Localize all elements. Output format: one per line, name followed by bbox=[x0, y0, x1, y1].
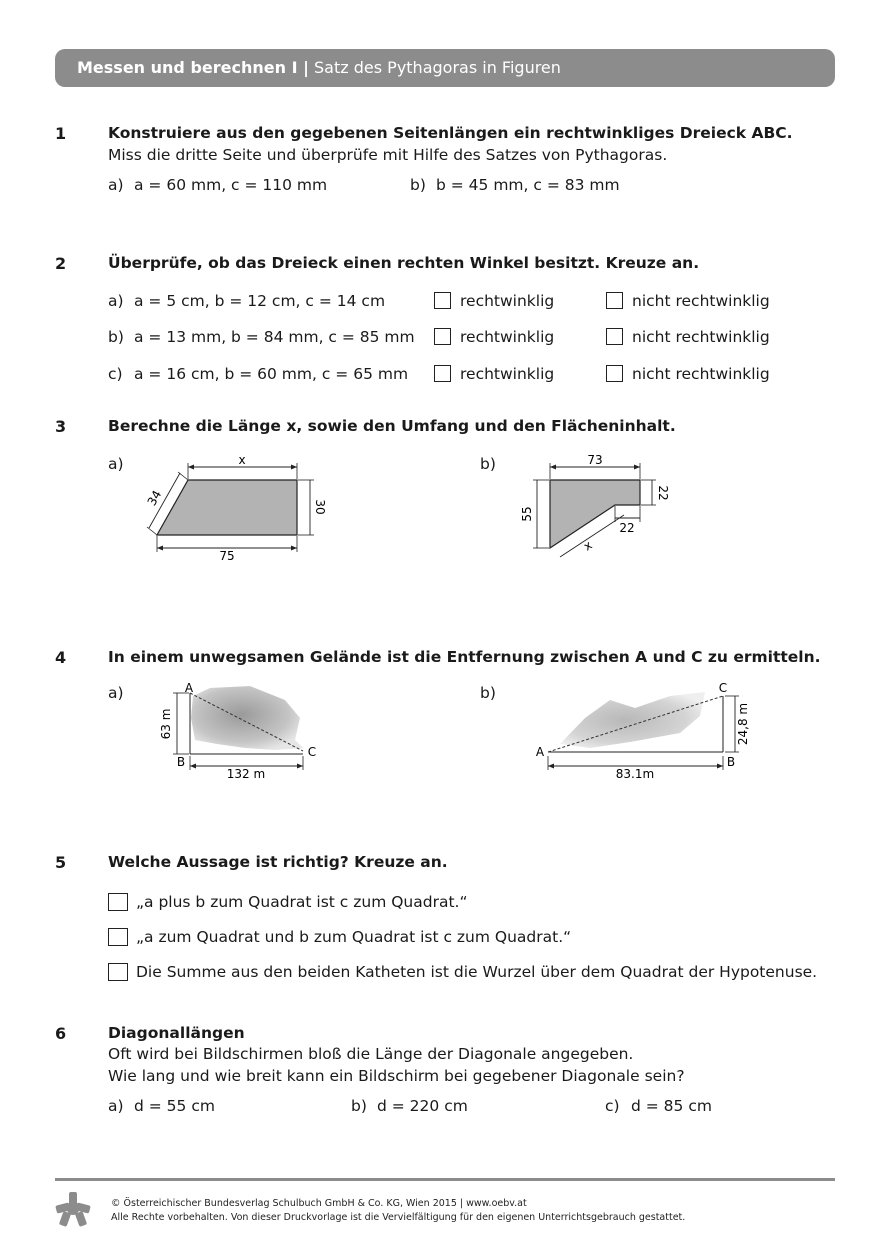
task-1b-text: b = 45 mm, c = 83 mm bbox=[436, 176, 620, 194]
task-4-number: 4 bbox=[55, 648, 67, 667]
task-4b-point-b: B bbox=[726, 755, 736, 769]
pentagon-shape bbox=[550, 480, 640, 548]
task-4b-figure bbox=[530, 678, 765, 788]
task-1-title: Konstruiere aus den gegebenen Seitenlängen ein rechtwinkliges Dreieck ABC. bbox=[108, 124, 793, 142]
task-4b-point-c: C bbox=[718, 681, 728, 695]
task-3b-step-label: 22 bbox=[619, 521, 635, 535]
terrain-area bbox=[560, 692, 705, 748]
task-2b-label: b) bbox=[108, 328, 124, 346]
task-5-checkbox-2[interactable] bbox=[108, 928, 128, 946]
task-3-number: 3 bbox=[55, 417, 67, 436]
task-3a-label: a) bbox=[108, 455, 124, 473]
task-2b-option-right-angle: rechtwinklig bbox=[460, 328, 555, 346]
footer-rights: Alle Rechte vorbehalten. Von dieser Druckvorlage ist die Vervielfältigung für den eigenen Unterrichtsgebrauch gestattet. bbox=[111, 1212, 686, 1223]
task-1a-label: a) bbox=[108, 176, 124, 194]
task-4b-height-label: 24,8 m bbox=[736, 702, 750, 746]
task-4b-width-label: 83.1m bbox=[615, 767, 655, 781]
trapezoid-shape bbox=[157, 480, 297, 535]
task-2a-option-right-angle: rechtwinklig bbox=[460, 292, 555, 310]
task-5-checkbox-1[interactable] bbox=[108, 893, 128, 911]
task-3b-label: b) bbox=[480, 455, 496, 473]
task-4a-point-c: C bbox=[307, 745, 317, 759]
task-2b-checkbox-right-angle[interactable] bbox=[434, 328, 451, 345]
footer-divider bbox=[55, 1178, 835, 1181]
task-6a-text: d = 55 cm bbox=[134, 1097, 215, 1115]
task-2c-text: a = 16 cm, b = 60 mm, c = 65 mm bbox=[134, 365, 409, 383]
task-4b-point-a: A bbox=[535, 745, 545, 759]
oebv-logo-icon bbox=[54, 1190, 92, 1228]
task-5-number: 5 bbox=[55, 853, 67, 872]
task-4a-point-a: A bbox=[184, 681, 194, 695]
task-3-title: Berechne die Länge x, sowie den Umfang und den Flächeninhalt. bbox=[108, 417, 676, 435]
task-1a-text: a = 60 mm, c = 110 mm bbox=[134, 176, 328, 194]
task-6-line-1: Oft wird bei Bildschirmen bloß die Länge der Diagonale angegeben. bbox=[108, 1045, 634, 1063]
task-4a-height-label: 63 m bbox=[159, 708, 173, 740]
header-bold: Messen und berechnen I | bbox=[77, 58, 309, 77]
task-3b-slant-label: x bbox=[581, 537, 595, 554]
task-3a-top-label: x bbox=[238, 453, 246, 467]
task-1-number: 1 bbox=[55, 124, 67, 143]
task-6-line-2: Wie lang und wie breit kann ein Bildschirm bei gegebener Diagonale sein? bbox=[108, 1067, 685, 1085]
task-3b-right-label: 22 bbox=[656, 485, 670, 501]
task-1b-label: b) bbox=[410, 176, 426, 194]
task-2-number: 2 bbox=[55, 254, 67, 273]
task-3b-left-label: 55 bbox=[520, 506, 534, 522]
task-4a-point-b: B bbox=[176, 755, 186, 769]
task-4a-width-label: 132 m bbox=[226, 767, 266, 781]
task-4b-label: b) bbox=[480, 684, 496, 702]
task-3a-slant-label: 34 bbox=[144, 487, 165, 509]
terrain-area bbox=[191, 686, 303, 750]
task-2a-checkbox-no-right-angle[interactable] bbox=[606, 292, 623, 309]
task-5-checkbox-3[interactable] bbox=[108, 963, 128, 981]
task-6b-label: b) bbox=[351, 1097, 367, 1115]
task-5-statement-1: „a plus b zum Quadrat ist c zum Quadrat.“ bbox=[136, 893, 468, 911]
task-6-number: 6 bbox=[55, 1024, 67, 1043]
task-4-title: In einem unwegsamen Gelände ist die Entfernung zwischen A und C zu ermitteln. bbox=[108, 648, 821, 666]
task-2a-option-no-right-angle: nicht rechtwinklig bbox=[632, 292, 770, 310]
task-2a-label: a) bbox=[108, 292, 124, 310]
task-6a-label: a) bbox=[108, 1097, 124, 1115]
task-6b-text: d = 220 cm bbox=[377, 1097, 468, 1115]
header-subtitle: Satz des Pythagoras in Figuren bbox=[308, 58, 561, 77]
task-2a-text: a = 5 cm, b = 12 cm, c = 14 cm bbox=[134, 292, 386, 310]
task-2c-option-no-right-angle: nicht rechtwinklig bbox=[632, 365, 770, 383]
task-3a-bottom-label: 75 bbox=[219, 549, 235, 563]
task-2b-option-no-right-angle: nicht rechtwinklig bbox=[632, 328, 770, 346]
task-2b-text: a = 13 mm, b = 84 mm, c = 85 mm bbox=[134, 328, 415, 346]
task-6c-text: d = 85 cm bbox=[631, 1097, 712, 1115]
task-5-title: Welche Aussage ist richtig? Kreuze an. bbox=[108, 853, 448, 871]
task-6c-label: c) bbox=[605, 1097, 620, 1115]
task-3a-figure bbox=[130, 445, 340, 575]
task-2c-label: c) bbox=[108, 365, 123, 383]
task-2b-checkbox-no-right-angle[interactable] bbox=[606, 328, 623, 345]
page-header bbox=[55, 49, 835, 87]
task-6-title: Diagonallängen bbox=[108, 1024, 245, 1042]
task-2a-checkbox-right-angle[interactable] bbox=[434, 292, 451, 309]
task-2c-checkbox-right-angle[interactable] bbox=[434, 365, 451, 382]
footer-copyright: © Österreichischer Bundesverlag Schulbuch GmbH & Co. KG, Wien 2015 | www.oebv.at bbox=[111, 1198, 527, 1209]
task-2c-option-right-angle: rechtwinklig bbox=[460, 365, 555, 383]
task-5-statement-3: Die Summe aus den beiden Katheten ist die Wurzel über dem Quadrat der Hypotenuse. bbox=[136, 963, 818, 981]
task-2c-checkbox-no-right-angle[interactable] bbox=[606, 365, 623, 382]
task-3b-top-label: 73 bbox=[587, 453, 603, 467]
task-3b-figure bbox=[520, 445, 690, 570]
task-4a-figure bbox=[155, 678, 330, 788]
task-5-statement-2: „a zum Quadrat und b zum Quadrat ist c zum Quadrat.“ bbox=[136, 928, 572, 946]
task-1-subtitle: Miss die dritte Seite und überprüfe mit Hilfe des Satzes von Pythagoras. bbox=[108, 146, 668, 164]
task-3a-right-label: 30 bbox=[313, 499, 327, 515]
task-2-title: Überprüfe, ob das Dreieck einen rechten Winkel besitzt. Kreuze an. bbox=[108, 254, 700, 272]
task-4a-label: a) bbox=[108, 684, 124, 702]
